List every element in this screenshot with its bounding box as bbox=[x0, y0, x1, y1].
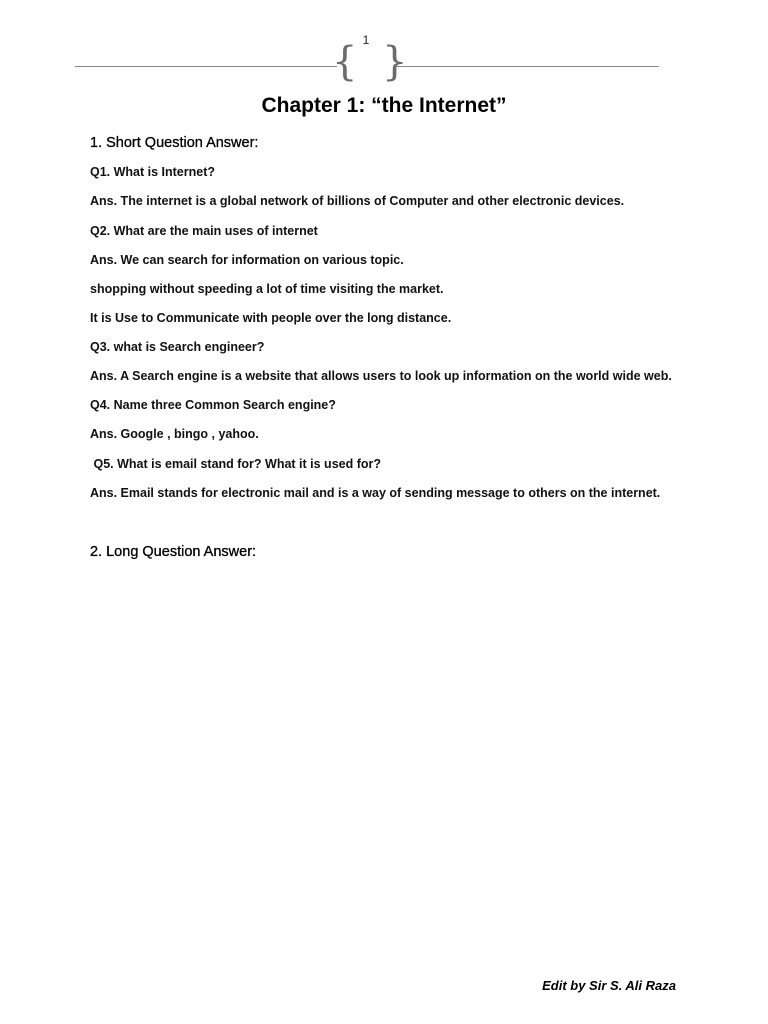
question-line: Q1. What is Internet? bbox=[90, 165, 216, 179]
chapter-title: Chapter 1: “the Internet” bbox=[261, 94, 507, 117]
footer-credit: Edit by Sir S. Ali Raza bbox=[542, 978, 676, 993]
right-bracket-ornament: } bbox=[382, 39, 408, 85]
answer-line: Ans. A Search engine is a website that allows users to look up information on the world wide web. bbox=[90, 369, 672, 383]
long-question-heading: 2. Long Question Answer: bbox=[90, 544, 257, 560]
question-line: Q5. What is email stand for? What it is used for? bbox=[90, 457, 382, 471]
left-bracket-ornament: { bbox=[332, 39, 358, 85]
answer-line: Ans. We can search for information on various topic. bbox=[90, 253, 404, 267]
answer-line: Ans. The internet is a global network of billions of Computer and other electronic devices. bbox=[90, 194, 625, 208]
answer-line: Ans. Google , bingo , yahoo. bbox=[90, 427, 259, 441]
header-rule-right bbox=[395, 66, 659, 67]
answer-line: Ans. Email stands for electronic mail and is a way of sending message to others on the internet. bbox=[90, 486, 661, 500]
answer-line: It is Use to Communicate with people over the long distance. bbox=[90, 311, 452, 325]
header-rule-left bbox=[75, 66, 337, 67]
question-line: Q4. Name three Common Search engine? bbox=[90, 398, 336, 412]
question-line: Q2. What are the main uses of internet bbox=[90, 224, 318, 238]
question-line: Q3. what is Search engineer? bbox=[90, 340, 265, 354]
short-question-heading: 1. Short Question Answer: bbox=[90, 135, 259, 151]
page-number: 1 bbox=[362, 33, 370, 47]
answer-line: shopping without speeding a lot of time visiting the market. bbox=[90, 282, 444, 296]
